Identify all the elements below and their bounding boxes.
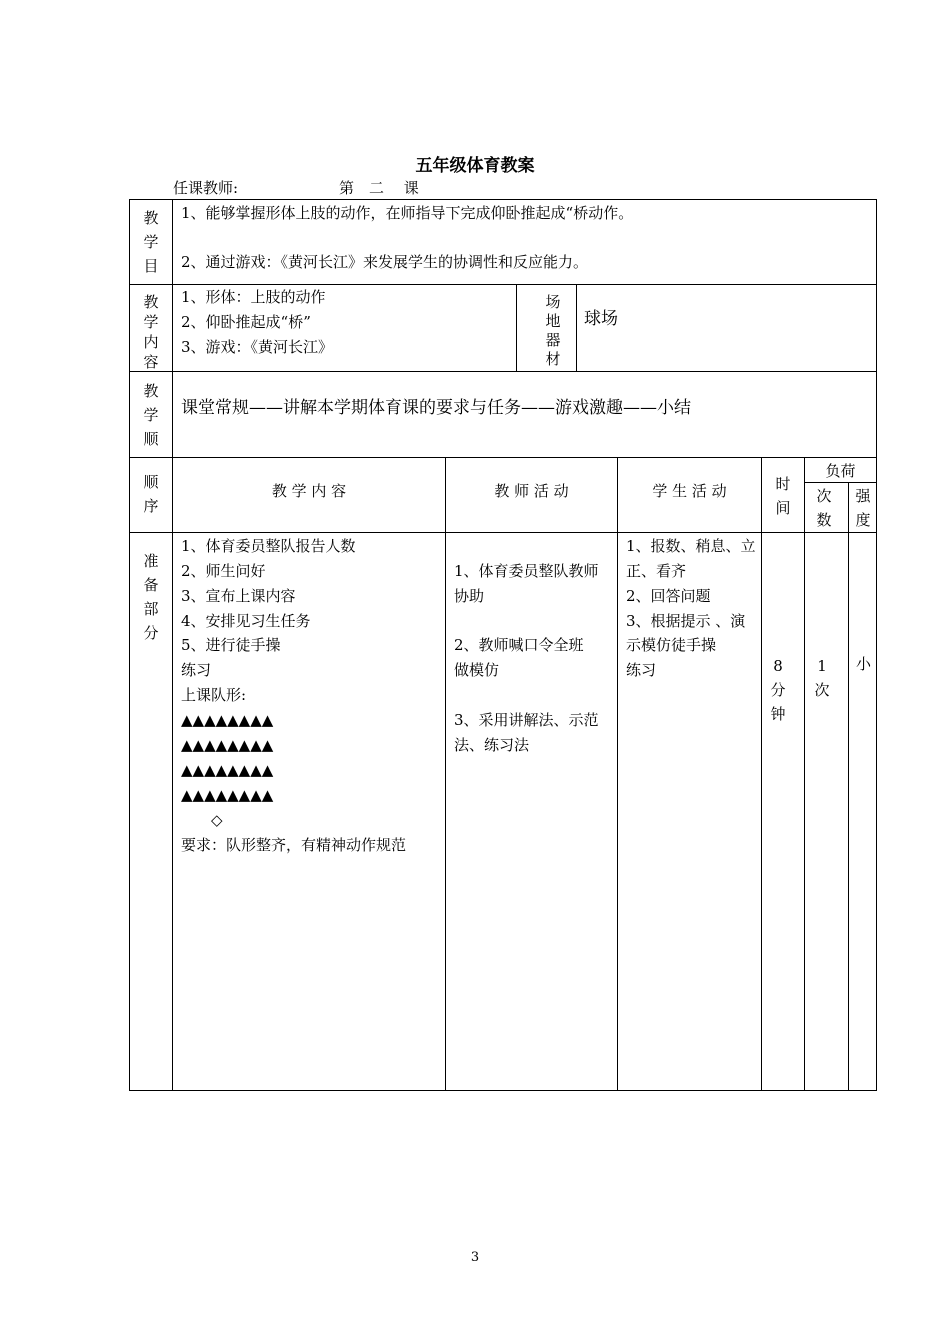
- teacher-activity-2: 2、教师喊口令全班: [454, 636, 584, 654]
- lesson-number: 第 二 课: [339, 179, 419, 197]
- prep-content-4: 4、安排见习生任务: [181, 612, 311, 630]
- col-load: 负荷: [825, 462, 856, 480]
- page-title: 五年级体育教案: [415, 156, 535, 176]
- student-activity-1: 1、报数、稍息、立: [626, 537, 756, 555]
- student-activity-3b: 示模仿徒手操: [626, 636, 717, 654]
- content-item-3: 3、游戏：《黄河长江》: [181, 338, 334, 356]
- prep-content-3: 3、宣布上课内容: [181, 587, 296, 605]
- prep-requirement: 要求：队形整齐，有精神动作规范: [181, 836, 407, 854]
- student-activity-3: 3、根据提示 、演: [626, 612, 746, 630]
- teacher-activity-1: 1、体育委员整队教师: [454, 562, 599, 580]
- page-number: 3: [470, 1250, 480, 1265]
- prep-time: 8 分 钟: [770, 657, 786, 723]
- objective-1: 1、能够掌握形体上肢的动作，在师指导下完成仰卧推起成“桥动作。: [181, 204, 634, 222]
- prep-count: 1 次: [814, 657, 830, 699]
- prep-content-2: 2、师生问好: [181, 562, 266, 580]
- prep-content-1: 1、体育委员整队报告人数: [181, 537, 356, 555]
- col-student: 学 生 活 动: [652, 482, 727, 500]
- teacher-label: 任课教师:: [173, 179, 239, 197]
- teacher-position-icon: ◇: [211, 811, 223, 829]
- formation-row-3: ▲▲▲▲▲▲▲▲: [181, 761, 274, 779]
- sequence-text: 课堂常规——讲解本学期体育课的要求与任务——游戏激趣——小结: [181, 398, 691, 418]
- student-activity-3c: 练习: [626, 661, 657, 679]
- student-activity-1b: 正、看齐: [626, 562, 687, 580]
- sequence-label: 教 学 顺: [143, 382, 159, 448]
- teacher-activity-1b: 协助: [454, 587, 485, 605]
- prep-content-5: 5、进行徒手操: [181, 636, 281, 654]
- prep-intensity: 小: [856, 655, 872, 673]
- student-activity-2: 2、回答问题: [626, 587, 711, 605]
- teacher-activity-2b: 做模仿: [454, 661, 500, 679]
- formation-row-2: ▲▲▲▲▲▲▲▲: [181, 736, 274, 754]
- col-teacher: 教 师 活 动: [494, 482, 569, 500]
- prep-content-7: 上课队形:: [181, 686, 247, 704]
- teacher-activity-3b: 法、练习法: [454, 736, 530, 754]
- venue-label: 场 地 器 材: [545, 293, 561, 368]
- objectives-label: 教 学 目: [143, 209, 159, 275]
- col-order: 顺 序: [143, 473, 159, 515]
- objective-2: 2、通过游戏：《黄河长江》来发展学生的协调性和反应能力。: [181, 253, 589, 271]
- col-count: 次 数: [816, 487, 832, 529]
- col-time: 时 间: [775, 475, 791, 517]
- venue-value: 球场: [584, 309, 618, 329]
- content-label: 教 学 内 容: [143, 293, 159, 371]
- prep-label: 准 备 部 分: [143, 552, 159, 642]
- col-content: 教 学 内 容: [271, 482, 347, 500]
- formation-row-4: ▲▲▲▲▲▲▲▲: [181, 786, 274, 804]
- teacher-activity-3: 3、采用讲解法、示范: [454, 711, 599, 729]
- content-item-2: 2、仰卧推起成“桥”: [181, 313, 311, 331]
- formation-row-1: ▲▲▲▲▲▲▲▲: [181, 711, 274, 729]
- content-item-1: 1、形体：上肢的动作: [181, 288, 326, 306]
- prep-content-6: 练习: [181, 661, 212, 679]
- col-intensity: 强 度: [855, 487, 871, 529]
